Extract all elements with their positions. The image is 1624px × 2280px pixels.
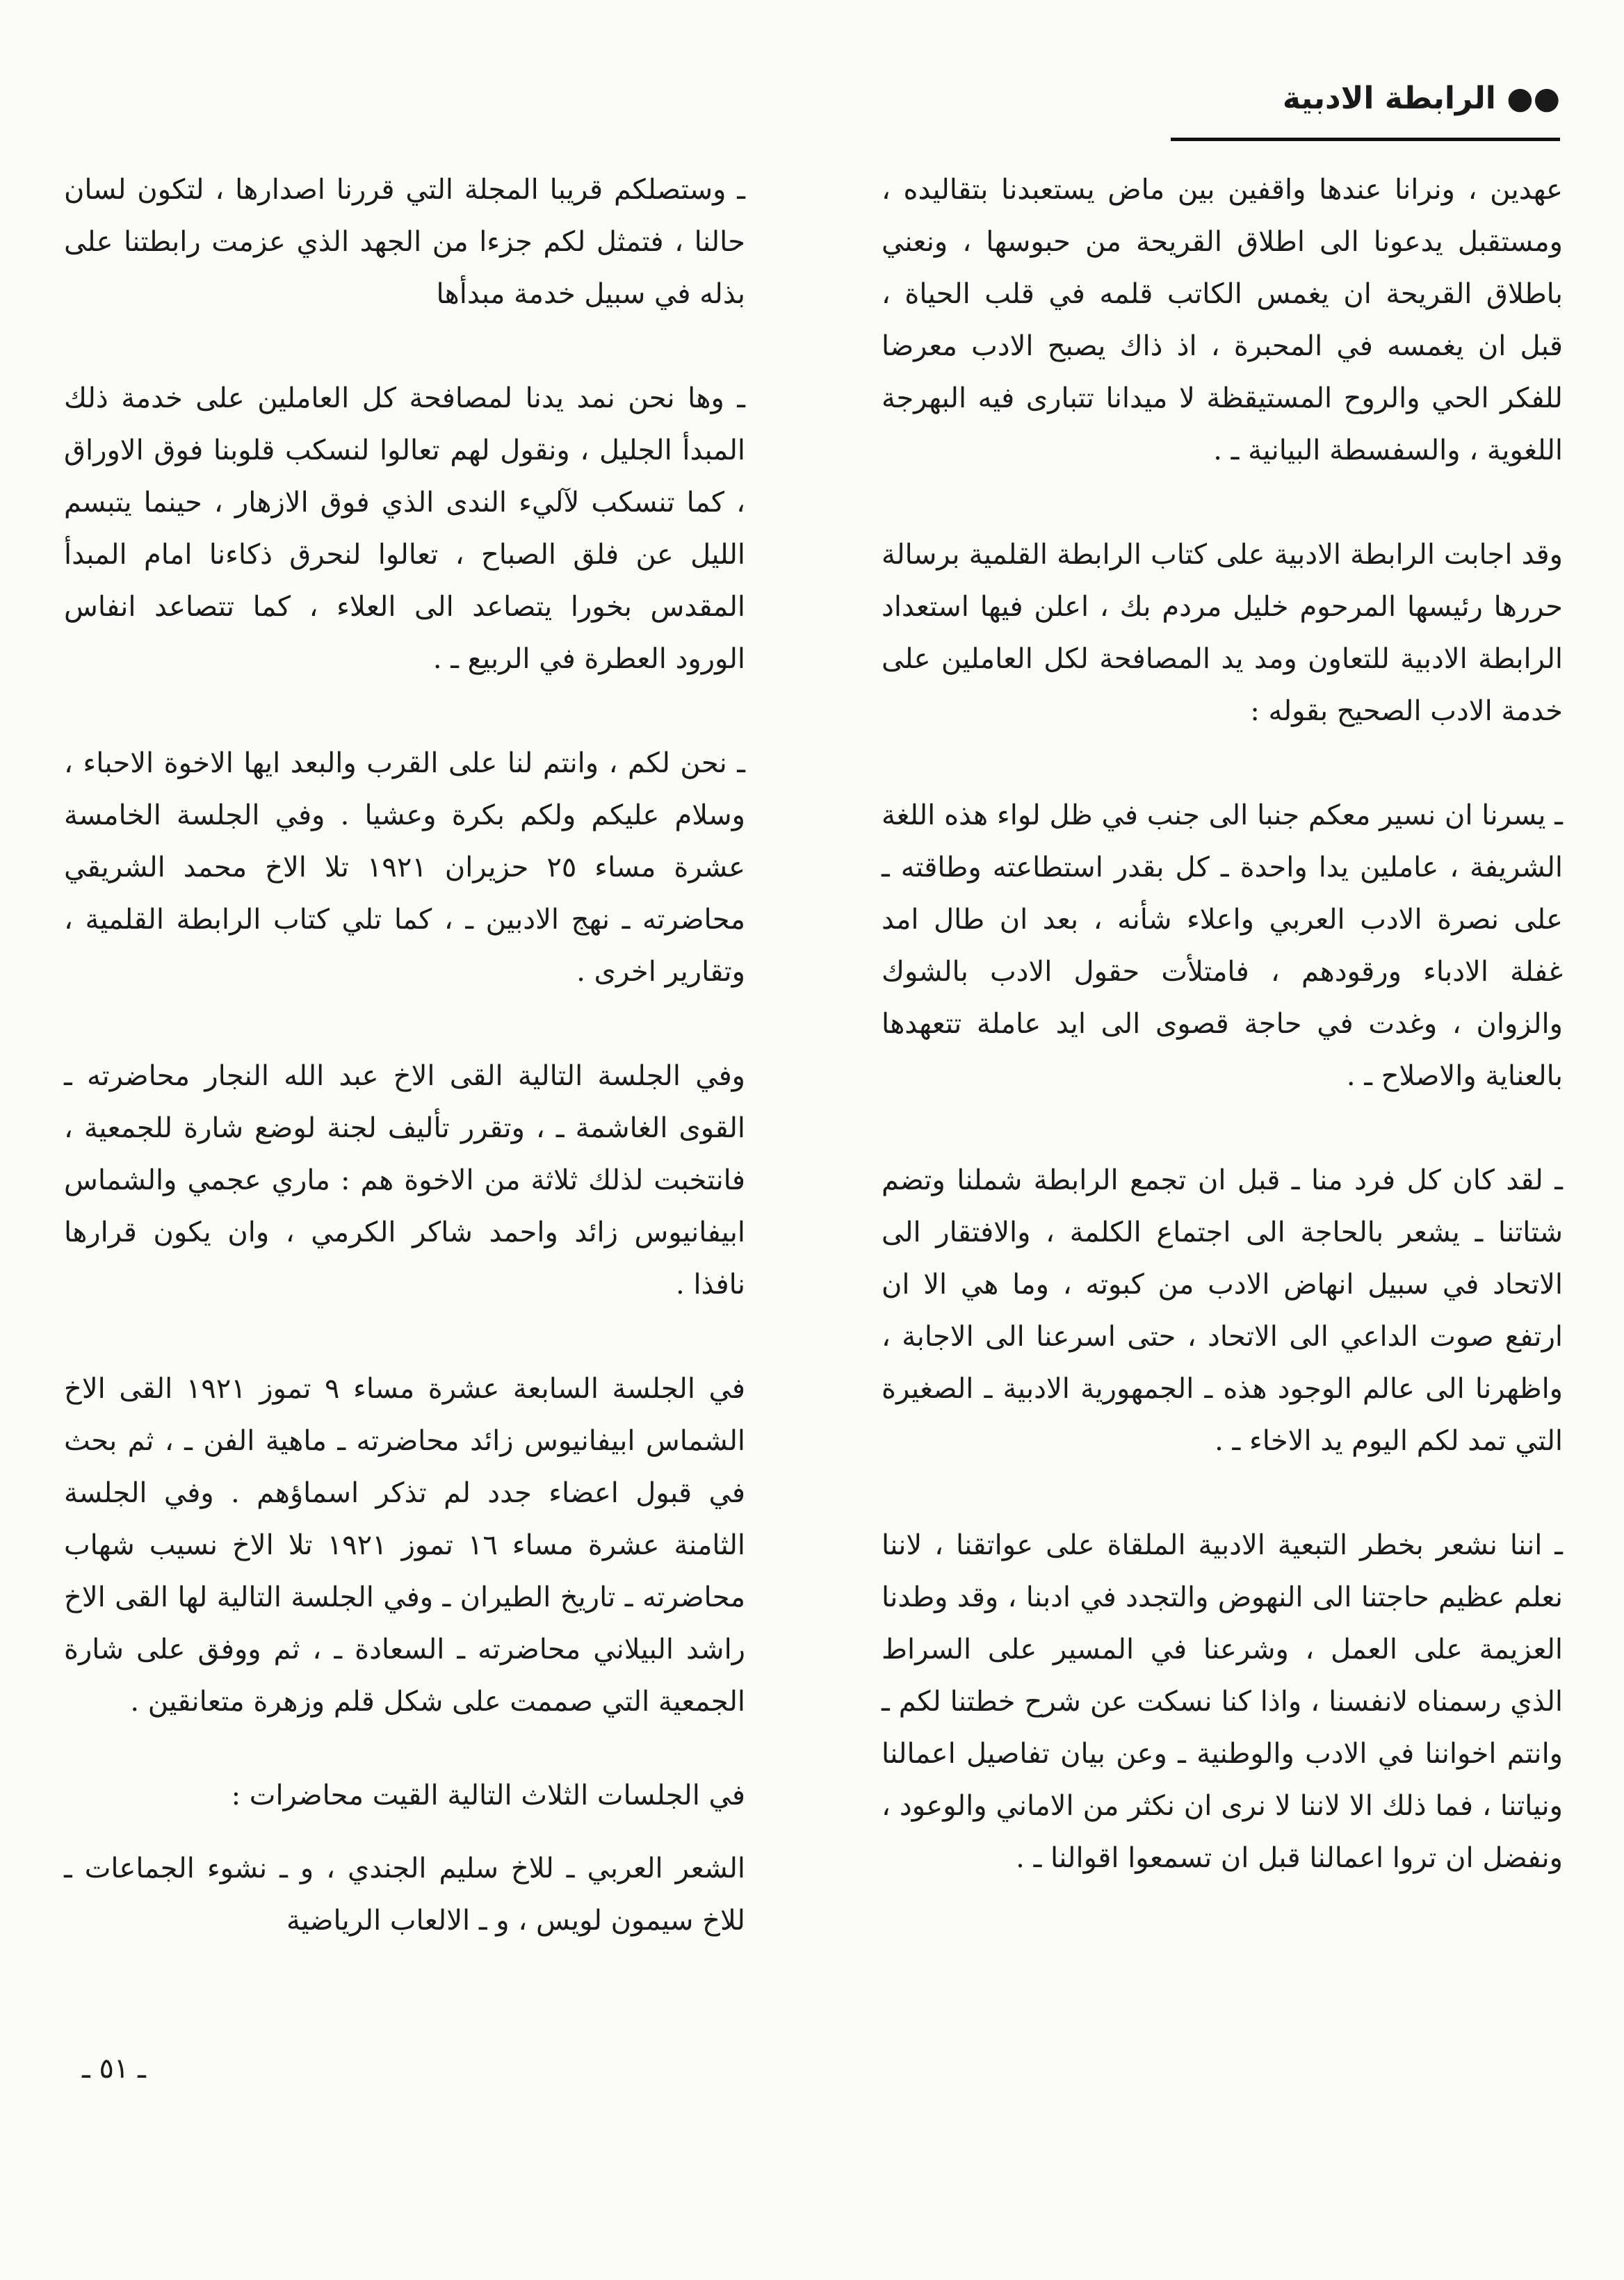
left-paragraph-3: ـ نحن لكم ، وانتم لنا على القرب والبعد ايها الاخوة الاحباء ، وسلام عليكم ولكم بكرة وعشيا . وفي الجلسة الخامسة عشرة مساء ٢٥ حزيران ١٩٢١ تلا الاخ محمد الشريقي محاضرته ـ نهج الادبين ـ ، كما تلي كتاب الرابطة القلمية ، وتقارير اخرى . <box>64 747 745 988</box>
page-number: ـ ٥١ ـ <box>82 2053 146 2085</box>
left-paragraph-2: ـ وها نحن نمد يدنا لمصافحة كل العاملين على خدمة ذلك المبدأ الجليل ، ونقول لهم تعالوا لنسكب قلوبنا فوق الاوراق ، كما تنسكب لآليء الندى الذي فوق الازهار ، حينما يتبسم الليل عن فلق الصباح ، تعالوا لنحرق ذكاءنا امام المبدأ المقدس بخورا يتصاعد الى العلاء ، كما تتصاعد انفاس الورود العطرة في الربيع ـ . <box>64 382 746 675</box>
right-paragraph-5: ـ اننا نشعر بخطر التبعية الادبية الملقاة على عواتقنا ، لاننا نعلم عظيم حاجتنا الى النهوض والتجدد في ادبنا ، وقد وطدنا العزيمة على العمل ، وشرعنا في المسير على السراط الذي رسمناه لانفسنا ، واذا كنا نسكت عن شرح خطتنا لكم ـ وانتم اخواننا في الادب والوطنية ـ وعن بيان تفاصيل اعمالنا ونياتنا ، فما ذلك الا لاننا لا نرى ان نكثر من الاماني والوعود ، ونفضل ان تروا اعمالنا قبل ان تسمعوا اقوالنا ـ . <box>882 1529 1563 1874</box>
left-paragraph-5: في الجلسة السابعة عشرة مساء ٩ تموز ١٩٢١ القى الاخ الشماس ابيفانيوس زائد محاضرته ـ ماهية الفن ـ ، ثم بحث في قبول اعضاء جدد لم تذكر اسماؤهم . وفي الجلسة الثامنة عشرة مساء ١٦ تموز ١٩٢١ تلا الاخ نسيب شهاب محاضرته ـ تاريخ الطيران ـ وفي الجلسة التالية لها القى الاخ راشد البيلاني محاضرته ـ السعادة ـ ، ثم ووفق على شارة الجمعية التي صممت على شكل قلم وزهرة متعانقين . <box>64 1373 745 1718</box>
left-paragraph-6: في الجلسات الثلاث التالية القيت محاضرات : <box>231 1780 745 1811</box>
left-paragraph-4: وفي الجلسة التالية القى الاخ عبد الله النجار محاضرته ـ القوى الغاشمة ـ ، وتقرر تأليف لجنة لوضع شارة للجمعية ، فانتخبت لذلك ثلاثة من الاخوة هم : ماري عجمي والشماس ابيفانيوس زائد واحمد شاكر الكرمي ، وان يكون قرارها نافذا . <box>64 1060 745 1301</box>
right-paragraph-2: وقد اجابت الرابطة الادبية على كتاب الرابطة القلمية برسالة حررها رئيسها المرحوم خليل مردم بك ، اعلن فيها استعداد الرابطة الادبية للتعاون ومد يد المصافحة لكل العاملين على خدمة الادب الصحيح بقوله : <box>882 539 1563 727</box>
right-text-column <box>882 164 1563 1884</box>
left-paragraph-1: ـ وستصلكم قريبا المجلة التي قررنا اصدارها ، لتكون لسان حالنا ، فتمثل لكم جزءا من الجهد الذي عزمت رابطتنا على بذله في سبيل خدمة مبدأها <box>64 174 746 310</box>
header-underline <box>1171 138 1560 141</box>
right-paragraph-4: ـ لقد كان كل فرد منا ـ قبل ان تجمع الرابطة شملنا وتضم شتاتنا ـ يشعر بالحاجة الى اجتماع الكلمة ، والافتقار الى الاتحاد في سبيل انهاض الادب من كبوته ، وما هي الا ان ارتفع صوت الداعي الى الاتحاد ، حتى اسرعنا الى الاجابة ، واظهرنا الى عالم الوجود هذه ـ الجمهورية الادبية ـ الصغيرة التي تمد لكم اليوم يد الاخاء ـ . <box>882 1164 1563 1457</box>
right-paragraph-3: ـ يسرنا ان نسير معكم جنبا الى جنب في ظل لواء هذه اللغة الشريفة ، عاملين يدا واحدة ـ كل بقدر استطاعته وطاقته ـ على نصرة الادب العربي واعلاء شأنه ، بعد ان طال امد غفلة الادباء ورقودهم ، فامتلأت حقول الادب بالشوك والزوان ، وغدت في حاجة قصوى الى ايد عاملة تتعهدها بالعناية والاصلاح ـ . <box>882 799 1563 1092</box>
left-text-column <box>64 164 745 1947</box>
right-paragraph-1: عهدين ، ونرانا عندها واقفين بين ماض يستعبدنا بتقاليده ، ومستقبل يدعونا الى اطلاق القريحة من حبوسها ، ونعني باطلاق القريحة ان يغمس الكاتب قلمه في قلب الحياة ، قبل ان يغمسه في المحبرة ، اذ ذاك يصبح الادب معرضا للفكر الحي والروح المستيقظة لا ميدانا تتبارى فيه البهرجة اللغوية ، والسفسطة البيانية ـ . <box>882 174 1564 466</box>
section-header-title: ●● الرابطة الادبية <box>1282 81 1560 116</box>
left-paragraph-7: الشعر العربي ـ للاخ سليم الجندي ، و ـ نشوء الجماعات ـ للاخ سيمون لويس ، و ـ الالعاب الرياضية <box>64 1852 745 1937</box>
